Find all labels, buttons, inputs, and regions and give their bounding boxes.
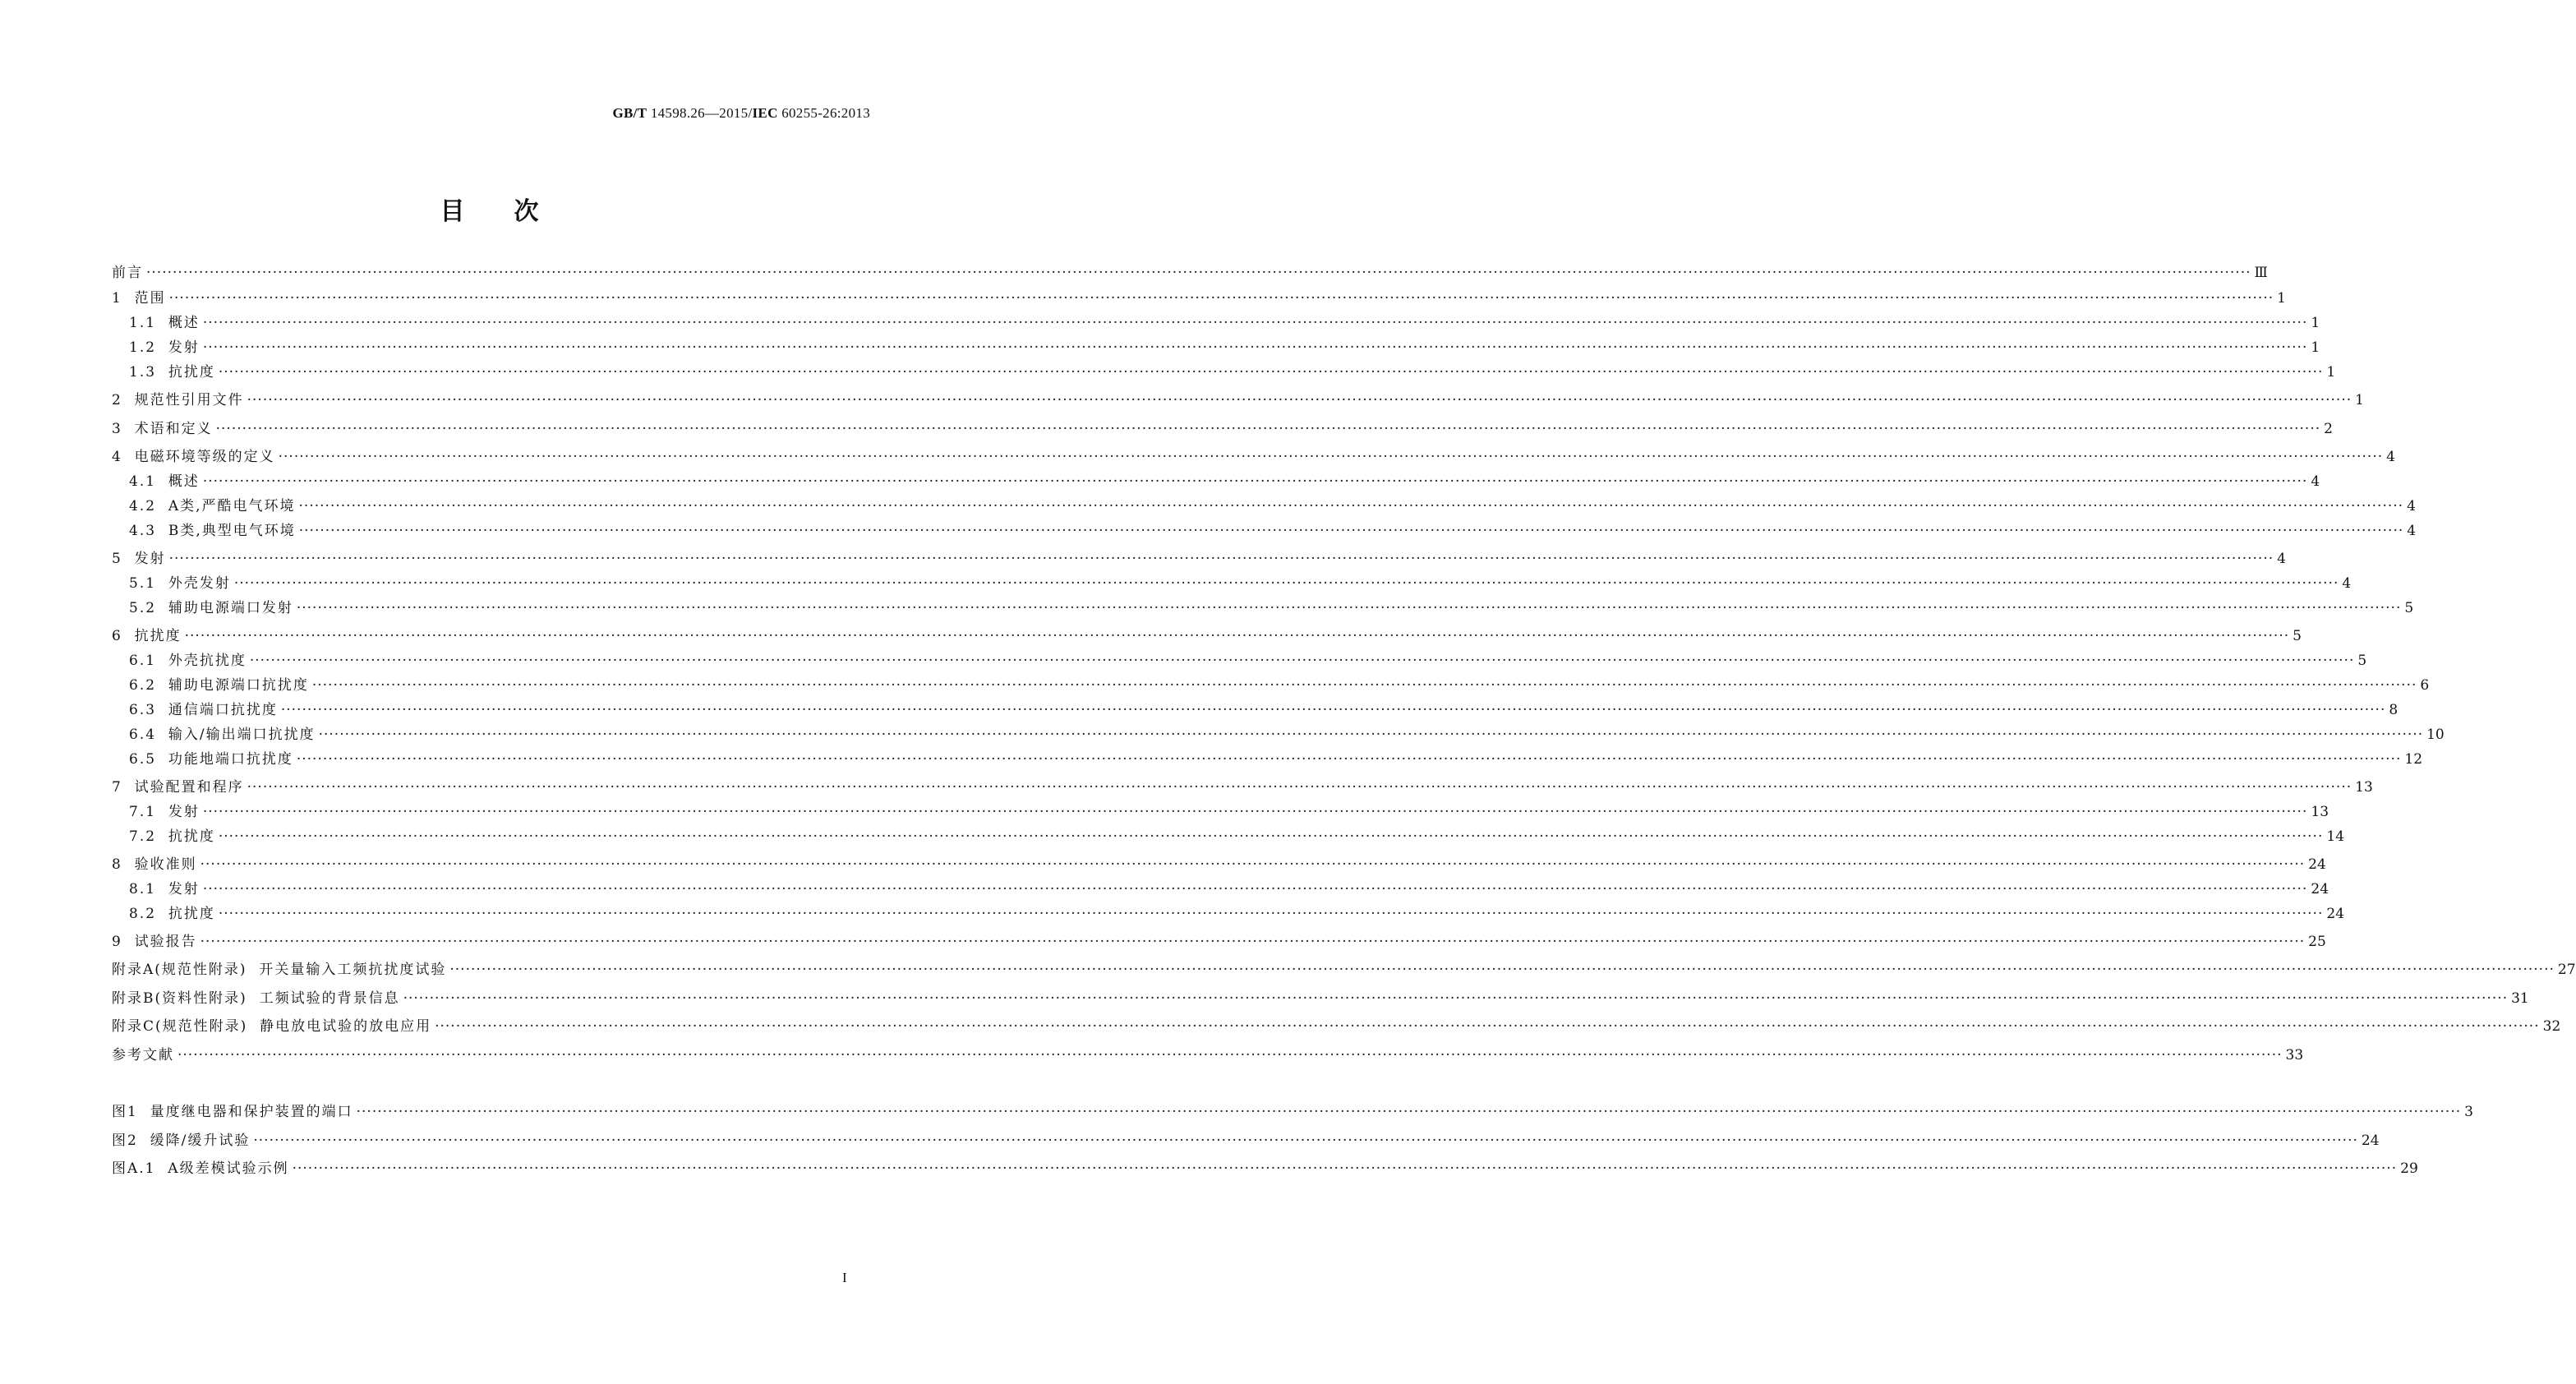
toc-entry-label: 通信端口抗扰度 [168, 702, 278, 718]
toc-entry-label: 附录C(规范性附录) 静电放电试验的放电应用 [112, 1018, 432, 1035]
toc-entry-page: 27 [2557, 962, 2576, 978]
toc-entry[interactable] [112, 722, 2445, 744]
standard-code [612, 105, 870, 122]
toc-entry-label: 规范性引用文件 [134, 392, 244, 408]
toc-entry-label: 范围 [134, 290, 166, 307]
dot-leader: ················································································································································································································································································································································································································ [249, 653, 2355, 669]
toc-entry[interactable] [112, 469, 2320, 491]
toc-entry-label: 参考文献 [112, 1047, 174, 1063]
dot-leader: ················································································································································································································································································································································································································ [311, 677, 2417, 694]
dot-leader: ················································································································································································································································································································································································································ [146, 265, 2251, 281]
toc-entry-page: 1 [2355, 392, 2364, 408]
toc-entry-page: 5 [2404, 600, 2414, 616]
toc-entry[interactable] [112, 986, 2529, 1008]
toc-entry[interactable] [112, 930, 2326, 951]
toc-entry-number: 4.1 [129, 473, 168, 490]
toc-entry-page: 32 [2542, 1018, 2561, 1035]
toc-entry-page: 1 [2311, 315, 2320, 331]
toc-entry-page: 5 [2357, 653, 2367, 669]
toc-entry-number: 1 [112, 290, 135, 307]
toc-entry[interactable] [112, 571, 2352, 593]
toc-entry[interactable] [112, 877, 2329, 898]
toc-entry-page: 4 [2407, 498, 2416, 514]
dot-leader: ················································································································································································································································································································································································································ [233, 575, 2339, 592]
toc-entry[interactable] [112, 824, 2345, 846]
toc-entry-number: 6 [112, 628, 135, 644]
dot-leader: ················································································································································································································································································································································································································ [202, 804, 2308, 820]
toc-entry-number: 6.3 [129, 702, 168, 718]
toc-entry[interactable] [112, 1156, 2418, 1178]
toc-entry[interactable] [112, 957, 2576, 979]
toc-entry-page: 24 [2308, 856, 2326, 873]
toc-entry-number: 1.3 [129, 364, 168, 381]
dot-leader: ················································································································································································································································································································································································································ [218, 364, 2324, 381]
toc-entry-number: 4.2 [129, 498, 168, 514]
toc-entry[interactable] [112, 902, 2345, 923]
toc-entry-label: 输入/输出端口抗扰度 [168, 727, 316, 743]
dot-leader: ················································································································································································································································································································································································································ [184, 628, 2290, 644]
toc-entry-page: 24 [2311, 881, 2329, 897]
toc-entry-label: 抗扰度 [168, 364, 215, 381]
toc-entry-page: 12 [2404, 751, 2423, 768]
dot-leader: ················································································································································································································································································································································································································ [218, 828, 2324, 845]
toc-entry[interactable] [112, 261, 2268, 282]
dot-leader: ················································································································································································································································································································································································································ [298, 498, 2404, 514]
toc-entry[interactable] [112, 852, 2326, 874]
toc-entry-number: 6.1 [129, 653, 168, 669]
dot-leader: ················································································································································································································································································································································································································ [200, 934, 2306, 950]
toc-entry-number: 7.2 [129, 828, 168, 845]
toc-entry-label: 概述 [168, 473, 200, 490]
dot-leader: ················································································································································································································································································································································································································ [168, 290, 2274, 307]
iec-prefix: IEC [752, 105, 778, 121]
toc-entry[interactable] [112, 624, 2302, 645]
toc-entry-number: 8 [112, 856, 135, 873]
toc-entry[interactable] [112, 1014, 2561, 1036]
toc-entry-label: 功能地端口抗扰度 [168, 751, 293, 768]
toc-entry-page: 31 [2511, 990, 2529, 1007]
toc-entry[interactable] [112, 596, 2414, 617]
toc-entry-number: 6.5 [129, 751, 168, 768]
toc-entry-label: 图A.1 A级差模试验示例 [112, 1160, 289, 1177]
toc-entry-label: 图2 缓降/缓升试验 [112, 1133, 251, 1149]
toc-entry-label: 发射 [168, 881, 200, 897]
toc-entry-page: 24 [2361, 1133, 2380, 1149]
toc-entry[interactable] [112, 445, 2395, 466]
toc-entry-label: 附录B(资料性附录) 工频试验的背景信息 [112, 990, 400, 1007]
toc-entry-page: 14 [2326, 828, 2345, 845]
standard-prefix: GB/T [612, 105, 647, 121]
toc-entry-number: 7 [112, 779, 135, 796]
toc-entry-label: 术语和定义 [134, 421, 213, 437]
toc-entry-number: 5 [112, 551, 135, 567]
dot-leader: ················································································································································································································································································································································································································ [202, 881, 2308, 897]
toc-entry-number: 9 [112, 934, 135, 950]
toc-entry-page: 13 [2311, 804, 2329, 820]
toc-entry-page: 3 [2464, 1104, 2473, 1120]
toc-entry-page: 4 [2386, 449, 2395, 465]
toc-entry-page: 1 [2311, 339, 2320, 356]
dot-leader: ················································································································································································································································································································································································································ [202, 473, 2308, 490]
toc-entry[interactable] [112, 800, 2329, 821]
toc-entry-number: 8.1 [129, 881, 168, 897]
toc-entry-label: 图1 量度继电器和保护装置的端口 [112, 1104, 353, 1120]
toc-entry-label: 辅助电源端口抗扰度 [168, 677, 309, 694]
page-title: 目次 [440, 197, 588, 226]
toc-entry[interactable] [112, 360, 2336, 381]
standard-number: 14598.26—2015/ [647, 105, 753, 121]
toc-entry[interactable] [112, 1128, 2380, 1150]
toc-entry-number: 6.2 [129, 677, 168, 694]
dot-leader: ················································································································································································································································································································································································································ [247, 779, 2353, 796]
toc-entry-label: B类,典型电气环境 [168, 523, 296, 539]
toc-entry-number: 6.4 [129, 727, 168, 743]
iec-number: 60255-26:2013 [777, 105, 870, 121]
toc-entry-number: 1.2 [129, 339, 168, 356]
toc-entry-label: 发射 [134, 551, 166, 567]
toc-entry-label: 验收准则 [134, 856, 197, 873]
toc-entry-page: 5 [2293, 628, 2302, 644]
toc-entry-number: 7.1 [129, 804, 168, 820]
toc-entry-page: 13 [2355, 779, 2373, 796]
toc-entry-label: 附录A(规范性附录) 开关量输入工频抗扰度试验 [112, 962, 447, 978]
toc-entry-page: 8 [2389, 702, 2399, 718]
dot-leader: ················································································································································································································································································································································································································ [218, 906, 2324, 922]
toc-entry[interactable] [112, 417, 2333, 438]
toc-entry[interactable] [112, 335, 2320, 357]
dot-leader: ················································································································································································································································································································································································································ [202, 315, 2308, 331]
dot-leader: ················································································································································································································································································································································································································ [253, 1133, 2358, 1149]
toc-entry-label: 抗扰度 [168, 828, 215, 845]
dot-leader: ················································································································································································································································································································································································································ [318, 727, 2424, 743]
page-number: I [842, 1270, 847, 1285]
toc-entry-page: 25 [2308, 934, 2326, 950]
dot-leader: ················································································································································································································································································································································································································ [296, 751, 2402, 768]
toc-entry-label: 试验报告 [134, 934, 197, 950]
toc-entry-page: 4 [2342, 575, 2352, 592]
toc-entry-label: 外壳发射 [168, 575, 231, 592]
toc-entry-page: 4 [2311, 473, 2320, 490]
dot-leader: ················································································································································································································································································································································································································ [292, 1160, 2398, 1177]
dot-leader: ················································································································································································································································································································································································································ [278, 449, 2384, 465]
dot-leader: ················································································································································································································································································································································································································ [200, 856, 2306, 873]
toc-entry[interactable] [112, 1043, 2304, 1064]
toc-entry-page: 6 [2420, 677, 2430, 694]
toc-entry-page: 1 [2326, 364, 2336, 381]
dot-leader: ················································································································································································································································································································································································································ [449, 962, 2555, 978]
toc-entry-label: 电磁环境等级的定义 [134, 449, 275, 465]
toc-entry[interactable] [112, 388, 2364, 409]
toc-entry-label: 发射 [168, 804, 200, 820]
dot-leader: ················································································································································································································································································································································································································ [296, 600, 2402, 616]
toc-entry-page: 33 [2285, 1047, 2304, 1063]
toc-entry-number: 4 [112, 449, 135, 465]
toc-entry[interactable] [112, 519, 2417, 540]
toc-entry-page: 1 [2277, 290, 2286, 307]
toc-entry-label: 外壳抗扰度 [168, 653, 247, 669]
toc-entry-label: 试验配置和程序 [134, 779, 244, 796]
toc-entry-number: 4.3 [129, 523, 168, 539]
toc-entry-label: A类,严酷电气环境 [168, 498, 296, 514]
toc-entry[interactable] [112, 1100, 2473, 1121]
toc-entry-page: Ⅲ [2254, 265, 2268, 281]
toc-entry-page: 10 [2426, 727, 2445, 743]
toc-entry[interactable] [112, 698, 2399, 719]
toc-entry[interactable] [112, 648, 2367, 670]
toc-entry-number: 2 [112, 392, 135, 408]
toc-entry[interactable] [112, 673, 2430, 694]
toc-entry-label: 辅助电源端口发射 [168, 600, 293, 616]
toc-entry[interactable] [112, 775, 2373, 796]
dot-leader: ················································································································································································································································································································································································································ [215, 421, 2321, 437]
toc-entry[interactable] [112, 494, 2416, 515]
toc-entry-label: 抗扰度 [134, 628, 182, 644]
dot-leader: ················································································································································································································································································································································································································ [435, 1018, 2540, 1035]
dot-leader: ················································································································································································································································································································································································································ [298, 523, 2404, 539]
toc-entry-number: 5.1 [129, 575, 168, 592]
toc-entry-page: 4 [2407, 523, 2417, 539]
toc-entry-number: 3 [112, 421, 135, 437]
toc-entry-label: 概述 [168, 315, 200, 331]
toc-entry-number: 1.1 [129, 315, 168, 331]
toc-entry-number: 8.2 [129, 906, 168, 922]
toc-entry[interactable] [112, 286, 2286, 307]
toc-entry-page: 2 [2324, 421, 2333, 437]
toc-entry[interactable] [112, 311, 2320, 332]
toc-entry-page: 29 [2400, 1160, 2418, 1177]
toc-entry[interactable] [112, 547, 2286, 568]
dot-leader: ················································································································································································································································································································································································································ [202, 339, 2308, 356]
toc-entry-page: 4 [2277, 551, 2286, 567]
dot-leader: ················································································································································································································································································································································································································ [356, 1104, 2462, 1120]
dot-leader: ················································································································································································································································································································································································································ [280, 702, 2386, 718]
dot-leader: ················································································································································································································································································································································································································ [247, 392, 2353, 408]
dot-leader: ················································································································································································································································································································································································································ [403, 990, 2509, 1007]
toc-entry[interactable] [112, 747, 2423, 768]
toc-entry-label: 前言 [112, 265, 143, 281]
toc-entry-page: 24 [2326, 906, 2345, 922]
dot-leader: ················································································································································································································································································································································································································ [168, 551, 2274, 567]
toc-entry-label: 发射 [168, 339, 200, 356]
toc-entry-number: 5.2 [129, 600, 168, 616]
toc-entry-label: 抗扰度 [168, 906, 215, 922]
dot-leader: ················································································································································································································································································································································································································ [177, 1047, 2283, 1063]
